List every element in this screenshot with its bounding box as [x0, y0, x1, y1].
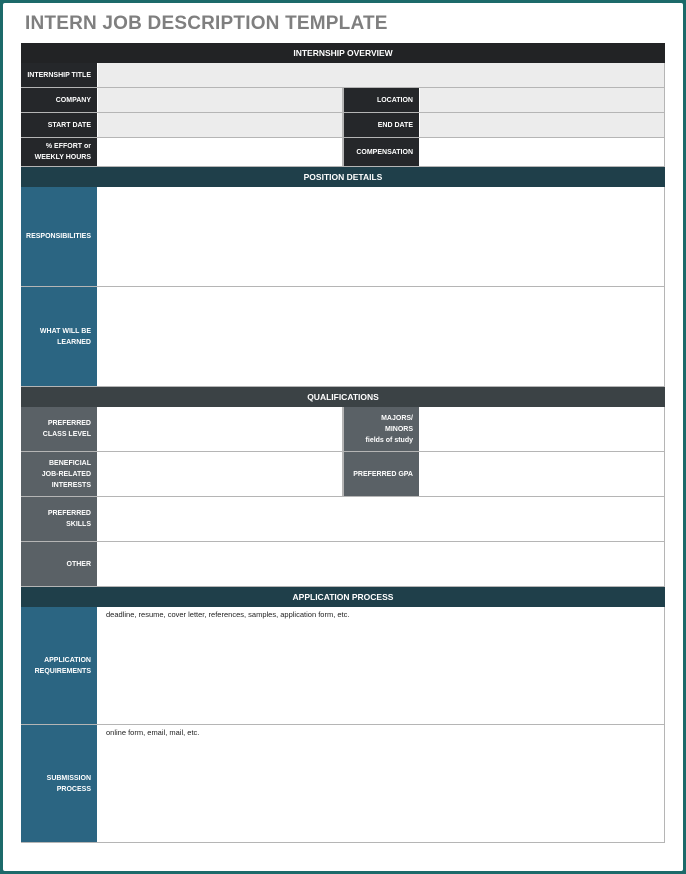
row-application-requirements — [21, 607, 665, 725]
section-header-internship-overview: INTERNSHIP OVERVIEW — [21, 43, 665, 63]
document-title: INTERN JOB DESCRIPTION TEMPLATE — [25, 13, 388, 34]
field-what-will-be-learned[interactable] — [98, 287, 665, 386]
field-internship-title[interactable] — [98, 63, 665, 87]
label-effort: % EFFORT or WEEKLY HOURS — [21, 138, 98, 166]
field-preferred-class-level[interactable] — [98, 407, 343, 451]
label-compensation: COMPENSATION — [343, 138, 420, 166]
form-table — [21, 43, 665, 843]
label-application-requirements: APPLICATION REQUIREMENTS — [21, 607, 98, 724]
field-preferred-gpa[interactable] — [420, 452, 665, 496]
label-location: LOCATION — [343, 88, 420, 112]
row-interests-gpa — [21, 452, 665, 497]
label-what-will-be-learned: WHAT WILL BE LEARNED — [21, 287, 98, 386]
hint-submission-process: online form, email, mail, etc. — [106, 728, 200, 737]
row-other — [21, 542, 665, 587]
section-header-qualifications: QUALIFICATIONS — [21, 387, 665, 407]
field-application-requirements[interactable] — [98, 607, 665, 724]
label-internship-title: INTERNSHIP TITLE — [21, 63, 98, 87]
section-header-position-details: POSITION DETAILS — [21, 167, 665, 187]
row-submission-process — [21, 725, 665, 843]
row-dates — [21, 113, 665, 138]
label-company: COMPANY — [21, 88, 98, 112]
document-page — [3, 3, 683, 871]
label-preferred-class-level: PREFERRED CLASS LEVEL — [21, 407, 98, 451]
field-location[interactable] — [420, 88, 665, 112]
label-preferred-gpa: PREFERRED GPA — [343, 452, 420, 496]
row-what-will-be-learned — [21, 287, 665, 387]
field-beneficial-interests[interactable] — [98, 452, 343, 496]
label-submission-process: SUBMISSION PROCESS — [21, 725, 98, 842]
label-responsibilities: RESPONSIBILITIES — [21, 187, 98, 286]
row-internship-title — [21, 63, 665, 88]
field-other[interactable] — [98, 542, 665, 586]
section-header-application-process: APPLICATION PROCESS — [21, 587, 665, 607]
field-end-date[interactable] — [420, 113, 665, 137]
field-start-date[interactable] — [98, 113, 343, 137]
label-other: OTHER — [21, 542, 98, 586]
label-start-date: START DATE — [21, 113, 98, 137]
field-preferred-skills[interactable] — [98, 497, 665, 541]
label-majors-minors: MAJORS/ MINORS fields of study — [343, 407, 420, 451]
field-compensation[interactable] — [420, 138, 665, 166]
row-preferred-skills — [21, 497, 665, 542]
row-effort-compensation — [21, 138, 665, 167]
field-effort[interactable] — [98, 138, 343, 166]
hint-application-requirements: deadline, resume, cover letter, references, samples, application form, etc. — [106, 610, 350, 619]
row-company-location — [21, 88, 665, 113]
field-company[interactable] — [98, 88, 343, 112]
label-end-date: END DATE — [343, 113, 420, 137]
field-responsibilities[interactable] — [98, 187, 665, 286]
field-majors-minors[interactable] — [420, 407, 665, 451]
label-preferred-skills: PREFERRED SKILLS — [21, 497, 98, 541]
row-responsibilities — [21, 187, 665, 287]
label-beneficial-interests: BENEFICIAL JOB-RELATED INTERESTS — [21, 452, 98, 496]
row-class-level-majors — [21, 407, 665, 452]
field-submission-process[interactable] — [98, 725, 665, 842]
